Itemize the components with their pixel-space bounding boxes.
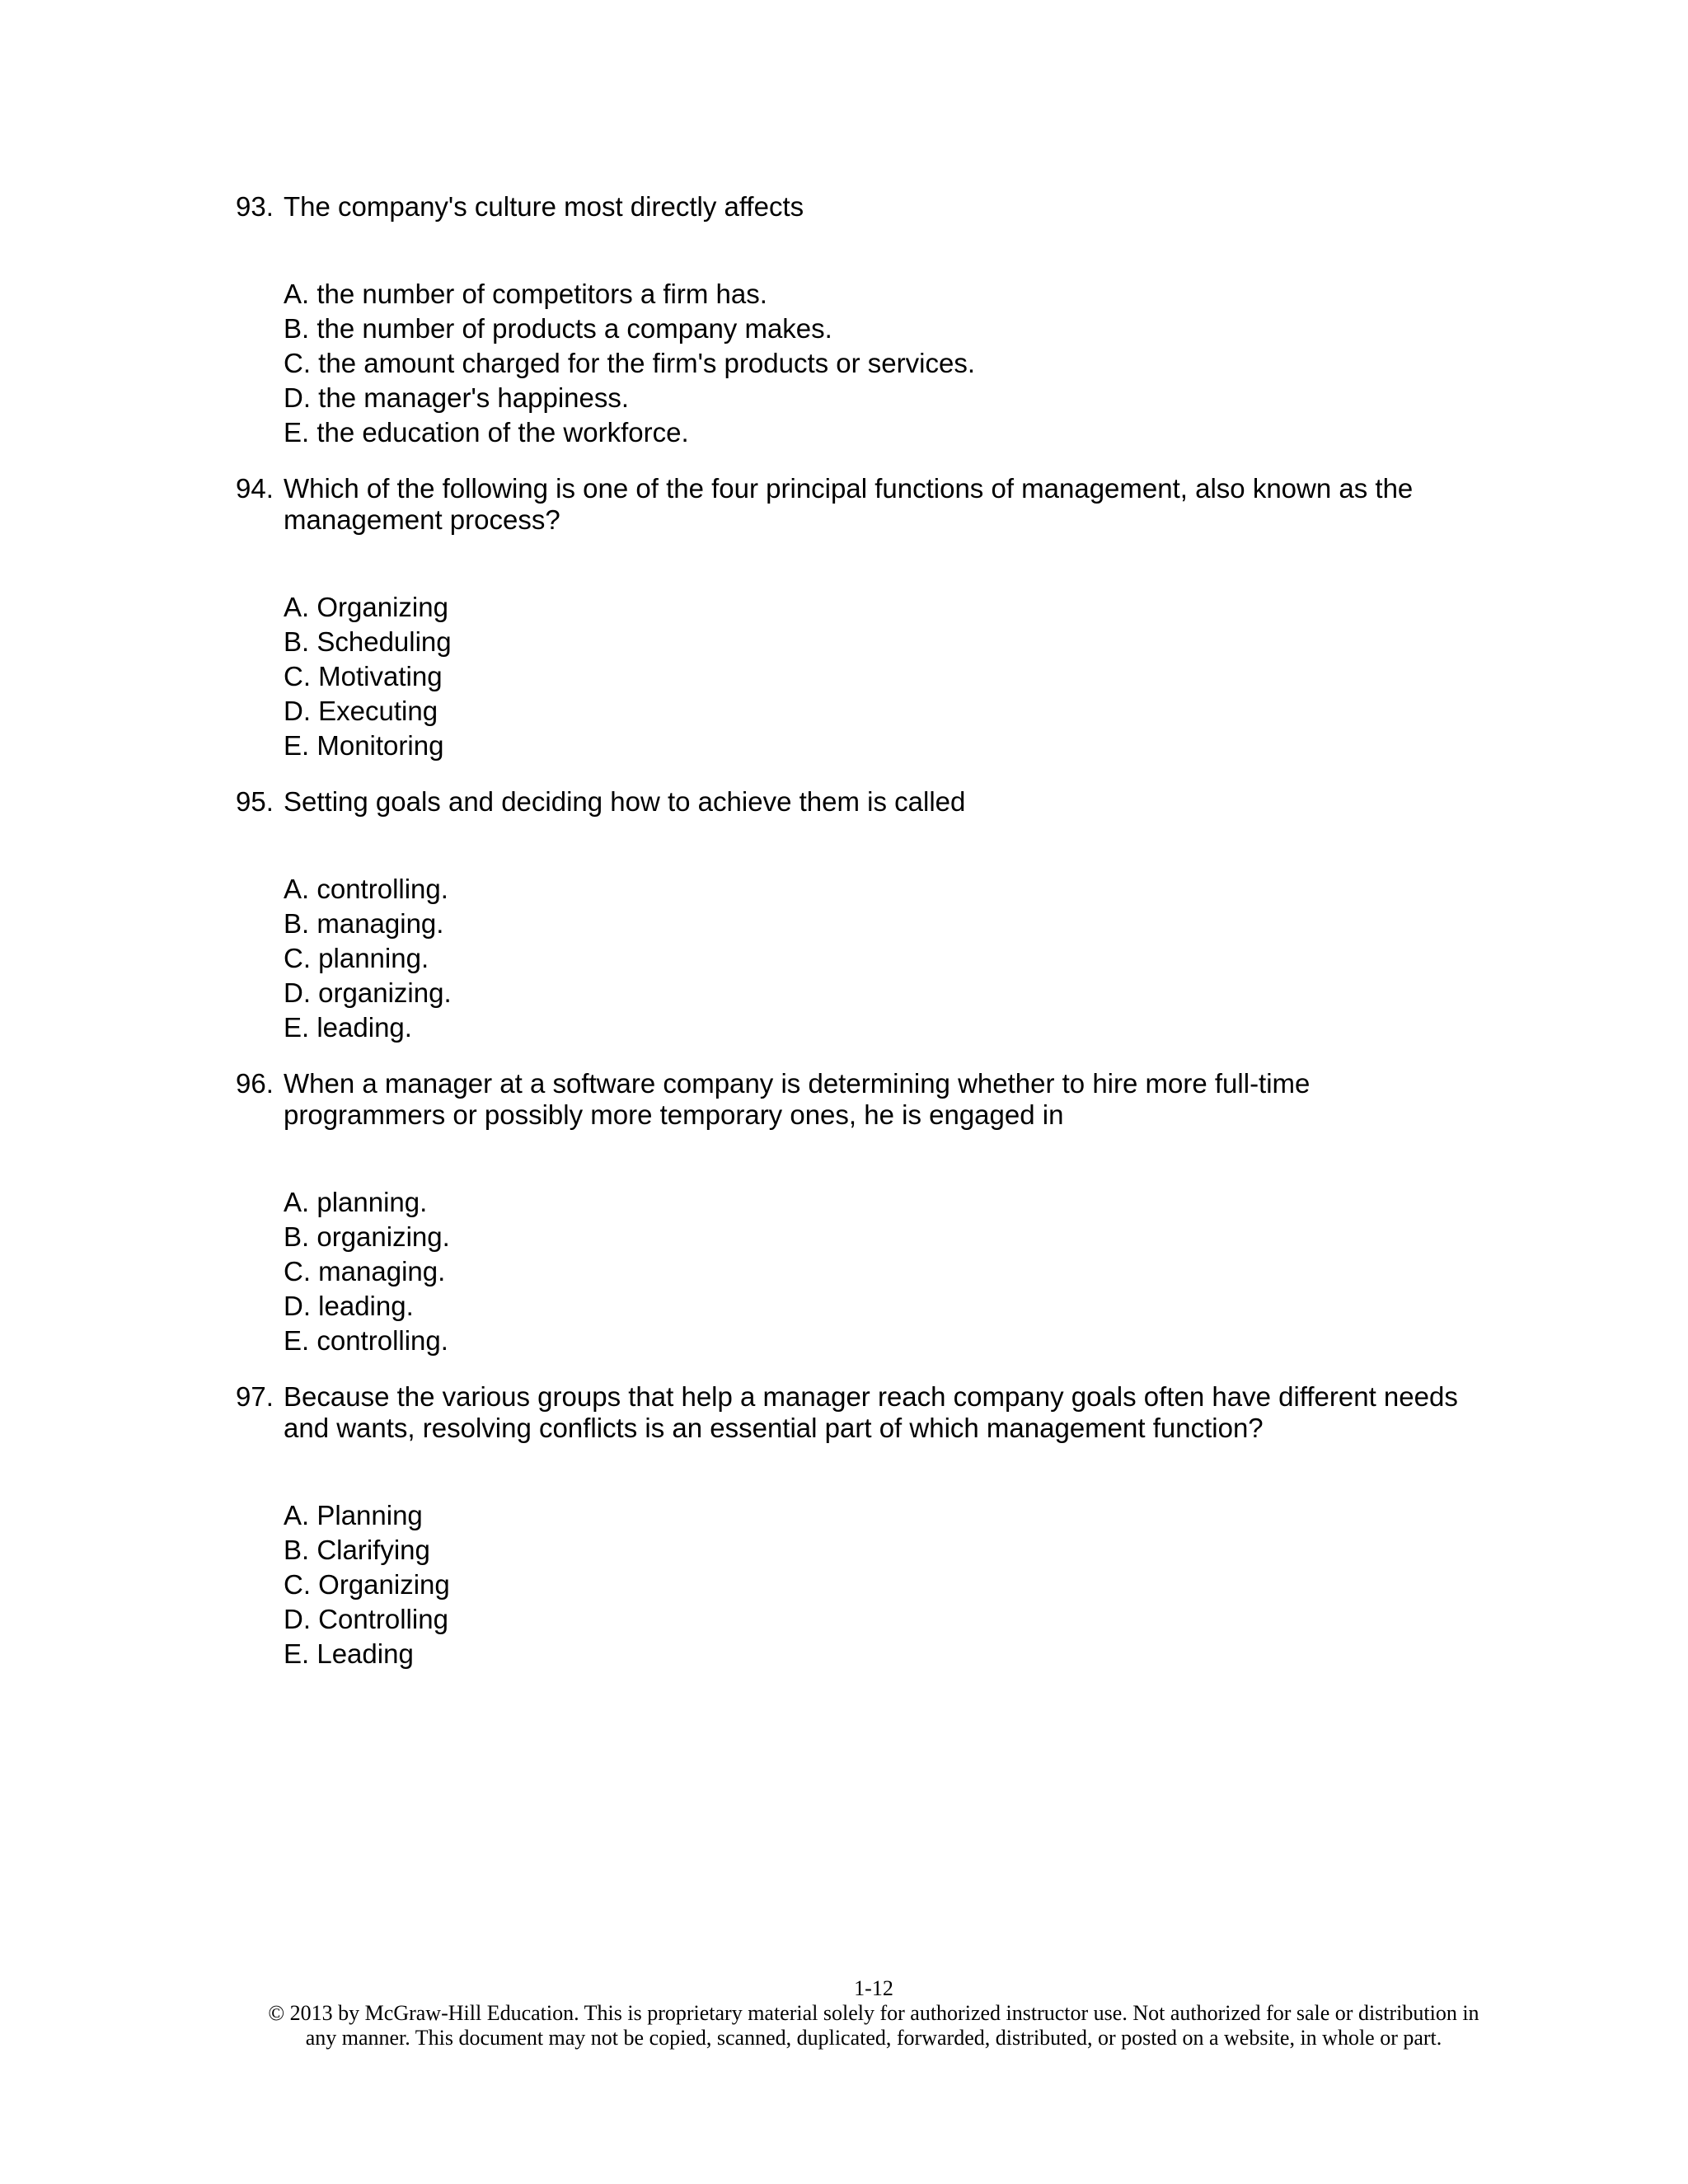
question-93	[236, 191, 1472, 450]
answer-option-b: B. the number of products a company makes.	[284, 313, 832, 344]
answer-option-d: D. Executing	[284, 696, 438, 726]
answer-option-e: E. controlling.	[284, 1325, 448, 1356]
answer-option-e: E. the education of the workforce.	[284, 417, 689, 448]
answer-option-a: A. Organizing	[284, 592, 448, 622]
question-stem	[236, 1381, 1472, 1444]
answer-option-c: C. the amount charged for the firm's products or services.	[284, 348, 975, 378]
answer-option-a: A. the number of competitors a firm has.	[284, 279, 767, 309]
answer-options	[284, 590, 1472, 763]
question-list	[236, 191, 1472, 1671]
page-number: 1-12	[854, 1976, 893, 2000]
answer-options	[284, 872, 1472, 1045]
answer-option-b: B. Clarifying	[284, 1535, 430, 1565]
answer-option-c: C. Organizing	[284, 1569, 450, 1600]
question-95	[236, 786, 1472, 1045]
question-97	[236, 1381, 1472, 1671]
question-96	[236, 1068, 1472, 1358]
question-text: Setting goals and deciding how to achieve them is called	[284, 786, 966, 817]
answer-option-e: E. Leading	[284, 1638, 414, 1669]
question-number: 96.	[236, 1068, 274, 1099]
answer-options	[284, 1185, 1472, 1358]
copyright-notice-line-2: any manner. This document may not be copied, scanned, duplicated, forwarded, distributed, or posted on a website, in whole or part.	[305, 2026, 1442, 2050]
question-number: 95.	[236, 786, 274, 817]
answer-option-e: E. Monitoring	[284, 730, 444, 761]
question-stem	[236, 786, 1472, 818]
answer-option-d: D. the manager's happiness.	[284, 382, 630, 413]
answer-option-d: D. Controlling	[284, 1604, 448, 1634]
question-stem	[236, 191, 1472, 223]
question-text: The company's culture most directly affects	[284, 191, 804, 222]
question-number: 94.	[236, 473, 274, 504]
answer-option-b: B. organizing.	[284, 1221, 450, 1252]
page-footer	[206, 1976, 1541, 2050]
answer-option-a: A. planning.	[284, 1187, 428, 1217]
answer-option-d: D. organizing.	[284, 977, 452, 1008]
answer-options	[284, 277, 1472, 450]
answer-option-b: B. Scheduling	[284, 626, 452, 657]
question-stem	[236, 473, 1472, 536]
question-text: When a manager at a software company is determining whether to hire more full-time programmers or possibly more temporary ones, he is engaged in	[284, 1068, 1311, 1130]
answer-option-e: E. leading.	[284, 1012, 412, 1043]
answer-option-c: C. planning.	[284, 943, 429, 973]
question-text: Because the various groups that help a manager reach company goals often have different needs and wants, resolving conflicts is an essential part of which management function?	[284, 1381, 1458, 1443]
answer-option-a: A. controlling.	[284, 874, 448, 904]
question-number: 97.	[236, 1381, 274, 1412]
answer-options	[284, 1498, 1472, 1671]
copyright-notice-line-1: © 2013 by McGraw-Hill Education. This is proprietary material solely for authorized instructor use. Not authorized for sale or distribution in	[268, 2001, 1479, 2025]
answer-option-c: C. managing.	[284, 1256, 446, 1286]
question-number: 93.	[236, 191, 274, 222]
answer-option-a: A. Planning	[284, 1500, 423, 1530]
answer-option-d: D. leading.	[284, 1291, 414, 1321]
question-94	[236, 473, 1472, 763]
question-stem	[236, 1068, 1472, 1131]
answer-option-b: B. managing.	[284, 908, 444, 939]
question-text: Which of the following is one of the four principal functions of management, also known as the management process?	[284, 473, 1414, 535]
answer-option-c: C. Motivating	[284, 661, 443, 691]
